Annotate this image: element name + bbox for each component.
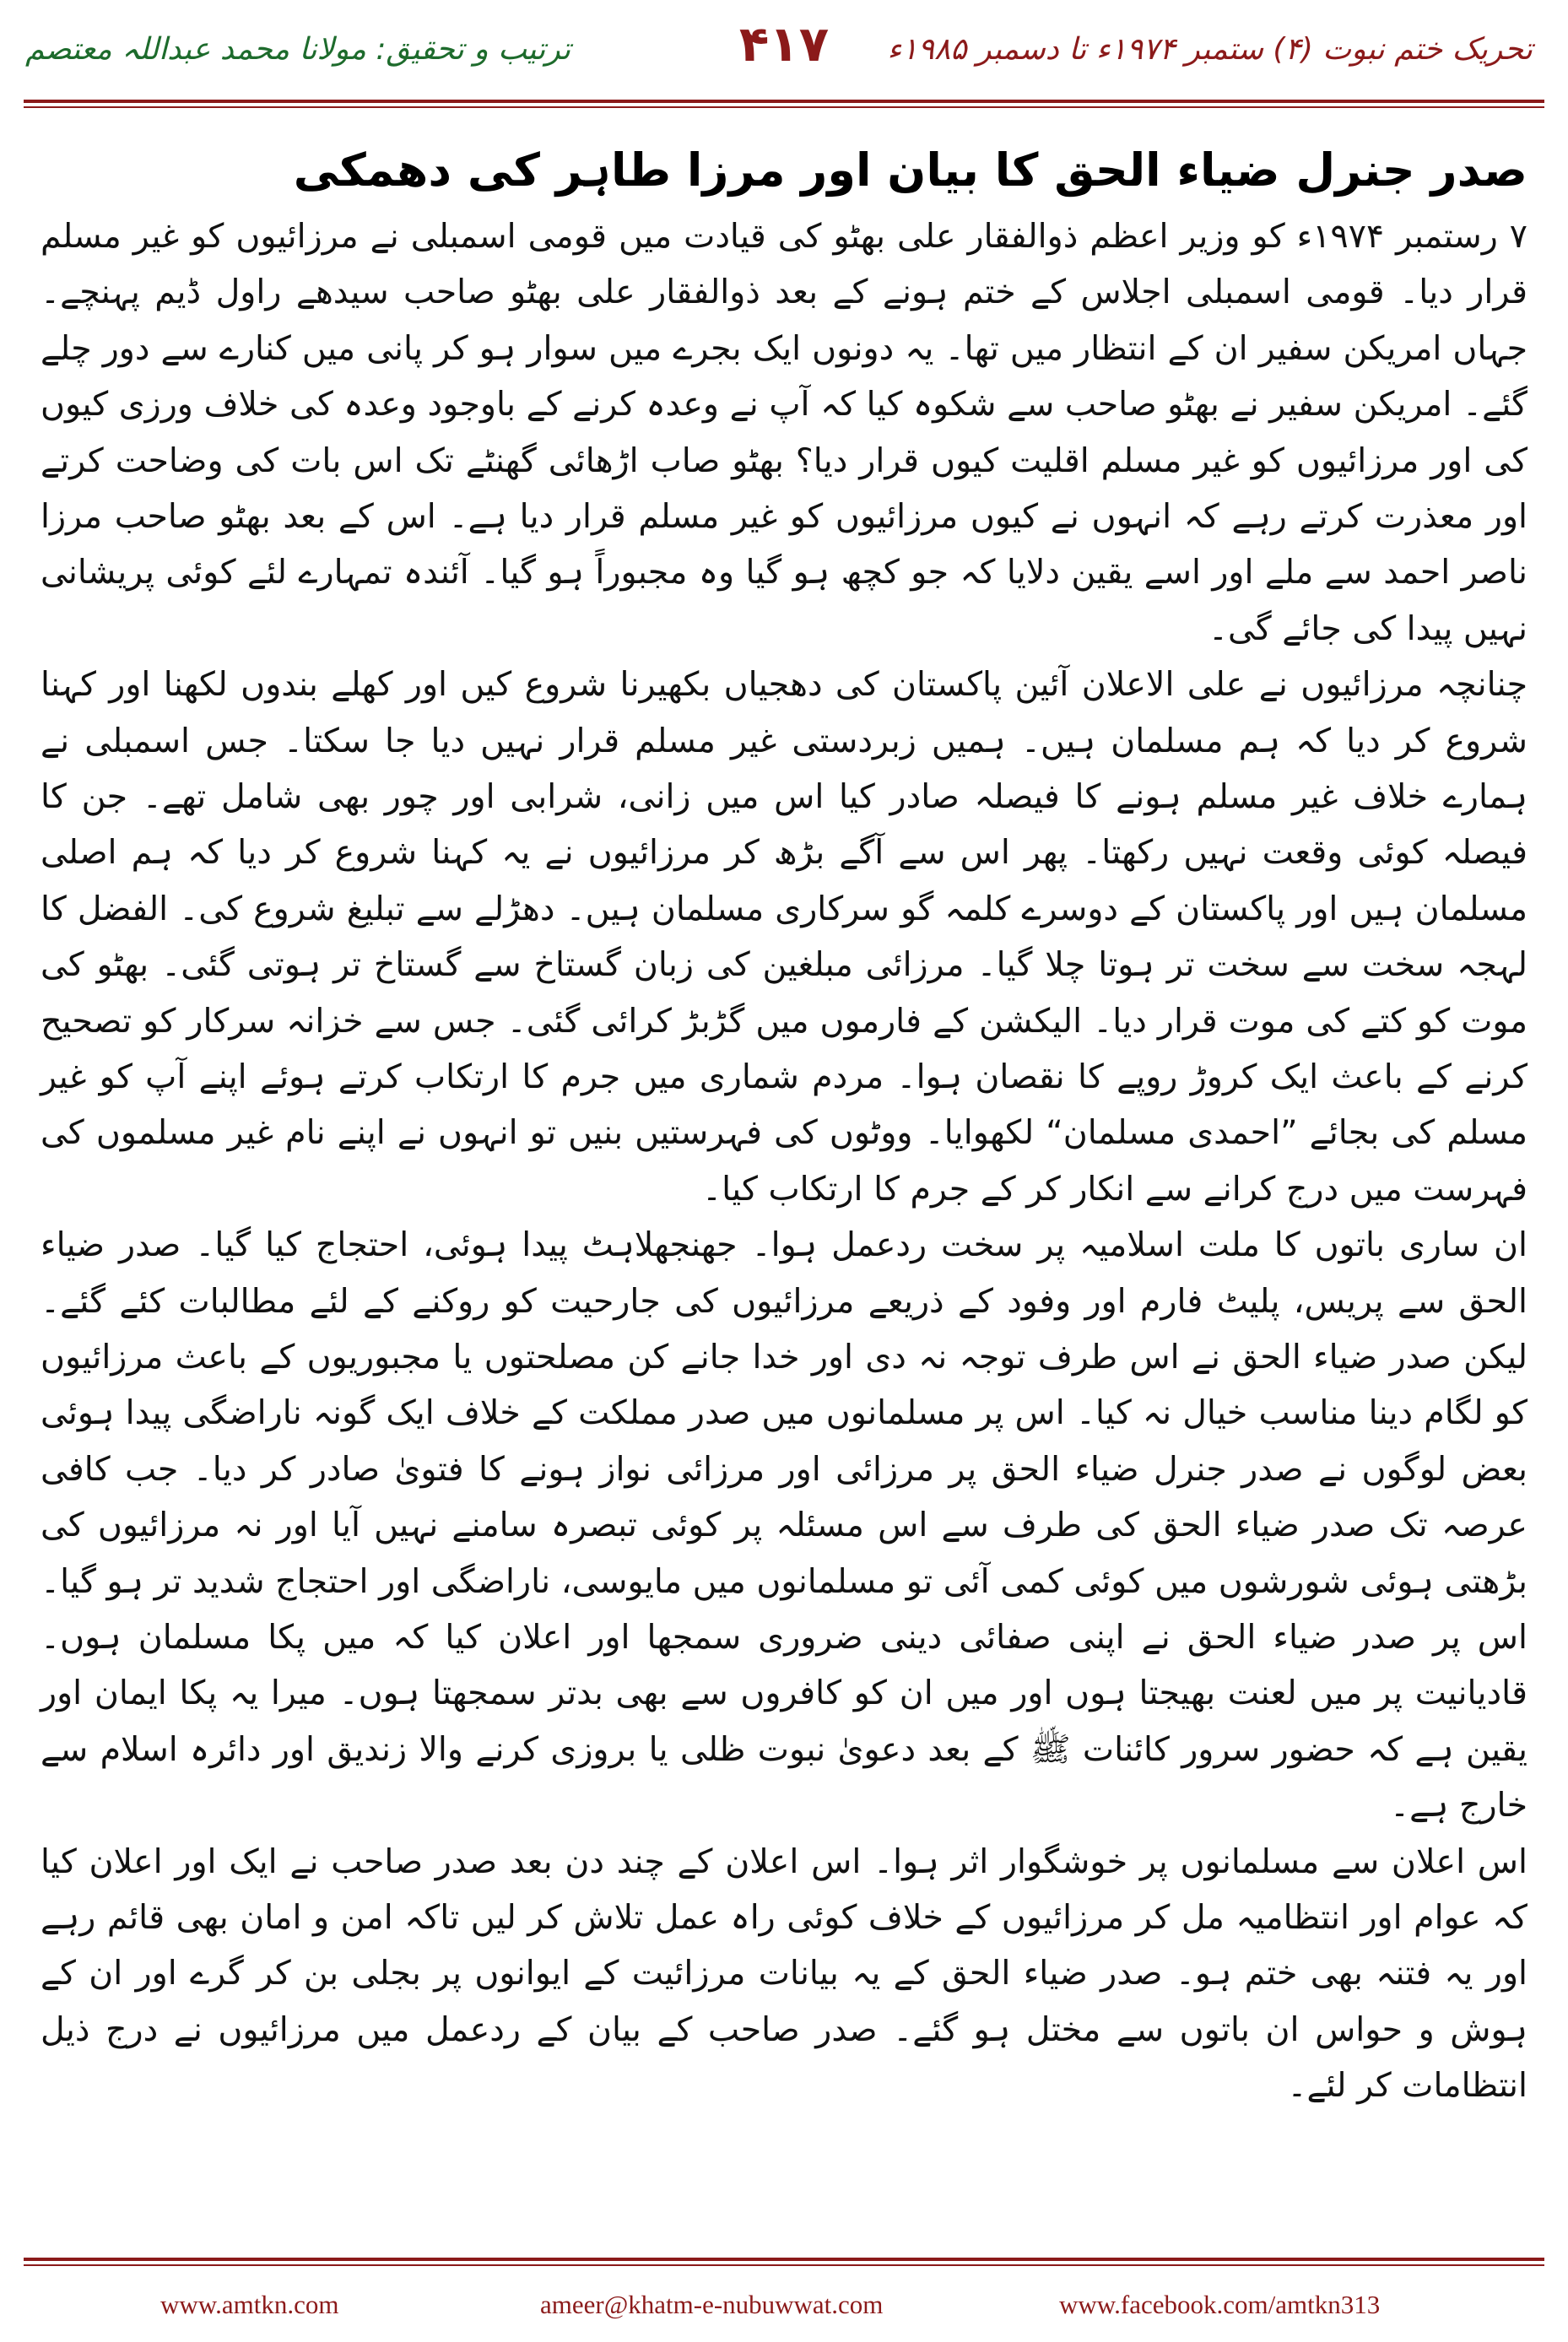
paragraph: ان ساری باتوں کا ملت اسلامیہ پر سخت ردعمل ہوا۔ جھنجھلاہٹ پیدا ہوئی، احتجاج کیا گیا۔ صدر ضیاء الحق سے پریس، پلیٹ فارم اور وفود کے ذریعے مرزائیوں کی جارحیت کو روکنے کے لئے مطالبات کئے گئے۔ لیکن صدر ضیاء الحق نے اس طرف توجہ نہ دی اور خدا جانے کن مصلحتوں یا مجبوریوں کے باعث مرزائیوں کو لگام دینا مناسب خیال نہ کیا۔ اس پر مسلمانوں میں صدر مملکت کے خلاف ایک گونہ ناراضگی پیدا ہوئی بعض لوگوں نے صدر جنرل ضیاء الحق پر مرزائی اور مرزائی نواز ہونے کا فتویٰ صادر کر دیا۔ جب کافی عرصہ تک صدر ضیاء الحق کی طرف سے اس مسئلہ پر کوئی تبصرہ سامنے نہیں آیا اور نہ مرزائیوں کی بڑھتی ہوئی شورشوں میں کوئی کمی آئی تو مسلمانوں میں مایوسی، ناراضگی اور احتجاج شدید تر ہو گیا۔ اس پر صدر ضیاء الحق نے اپنی صفائی دینی ضروری سمجھا اور اعلان کیا کہ میں پکا مسلمان ہوں۔ قادیانیت پر میں لعنت بھیجتا ہوں اور میں ان کو کافروں سے بھی بدتر سمجھتا ہوں۔ میرا یہ پکا ایمان اور یقین ہے کہ حضور سرور کائنات ﷺ کے بعد دعویٰ نبوت ظلی یا بروزی کرنے والا زندیق اور دائرہ اسلام سے خارج ہے۔ (41, 1225, 1527, 1825)
header-divider-thin (24, 106, 1544, 108)
article-body (41, 135, 1527, 2114)
article-title: صدر جنرل ضیاء الحق کا بیان اور مرزا طاہر کی دھمکی (293, 143, 1527, 197)
paragraph: ۷ رستمبر ۱۹۷۴ء کو وزیر اعظم ذوالفقار علی بھٹو کی قیادت میں قومی اسمبلی نے مرزائیوں کو غیر مسلم قرار دیا۔ قومی اسمبلی اجلاس کے ختم ہونے کے بعد ذوالفقار علی بھٹو صاحب سیدھے راول ڈیم پہنچے۔ جہاں امریکن سفیر ان کے انتظار میں تھا۔ یہ دونوں ایک بجرے میں سوار ہو کر پانی میں کنارے سے دور چلے گئے۔ امریکن سفیر نے بھٹو صاحب سے شکوہ کیا کہ آپ نے وعدہ کرنے کے باوجود وعدہ کی خلاف ورزی کیوں کی اور مرزائیوں کو غیر مسلم اقلیت کیوں قرار دیا؟ بھٹو صاب اڑھائی گھنٹے تک اس بات کی وضاحت کرتے اور معذرت کرتے رہے کہ انہوں نے کیوں مرزائیوں کو غیر مسلم قرار دیا ہے۔ اس کے بعد بھٹو صاحب مرزا ناصر احمد سے ملے اور اسے یقین دلایا کہ جو کچھ ہو گیا وہ مجبوراً ہو گیا۔ آئندہ تمہارے لئے کوئی پریشانی نہیں پیدا کی جائے گی۔ (41, 216, 1527, 648)
footer-divider-thin (24, 2264, 1544, 2266)
paragraph: چنانچہ مرزائیوں نے علی الاعلان آئین پاکستان کی دھجیاں بکھیرنا شروع کیں اور کھلے بندوں لکھنا اور کہنا شروع کر دیا کہ ہم مسلمان ہیں۔ ہمیں زبردستی غیر مسلم قرار نہیں دیا جا سکتا۔ جس اسمبلی نے ہمارے خلاف غیر مسلم ہونے کا فیصلہ صادر کیا اس میں زانی، شرابی اور چور بھی شامل تھے۔ جن کا فیصلہ کوئی وقعت نہیں رکھتا۔ پھر اس سے آگے بڑھ کر مرزائیوں نے یہ کہنا شروع کر دیا کہ ہم اصلی مسلمان ہیں اور پاکستان کے دوسرے کلمہ گو سرکاری مسلمان ہیں۔ دھڑلے سے تبلیغ شروع کی۔ الفضل کا لہجہ سخت سے سخت تر ہوتا چلا گیا۔ مرزائی مبلغین کی زبان گستاخ سے گستاخ تر ہوتی گئی۔ بھٹو کی موت کو کتے کی موت قرار دیا۔ الیکشن کے فارموں میں گڑبڑ کرائی گئی۔ جس سے خزانہ سرکار کو تصحیح کرنے کے باعث ایک کروڑ روپے کا نقصان ہوا۔ مردم شماری میں جرم کا ارتکاب کرتے ہوئے اپنے آپ کو غیر مسلم کی بجائے ”احمدی مسلمان“ لکھوایا۔ ووٹوں کی فہرستیں بنیں تو انہوں نے اپنے نام غیر مسلموں کی فہرست میں درج کرانے سے انکار کر کے جرم کا ارتکاب کیا۔ (41, 665, 1527, 1209)
paragraph: اس اعلان سے مسلمانوں پر خوشگوار اثر ہوا۔ اس اعلان کے چند دن بعد صدر صاحب نے ایک اور اعلان کیا کہ عوام اور انتظامیہ مل کر مرزائیوں کے خلاف کوئی راہ عمل تلاش کر لیں تاکہ امن و امان بھی قائم رہے اور یہ فتنہ بھی ختم ہو۔ صدر ضیاء الحق کے یہ بیانات مرزائیت کے ایوانوں پر بجلی بن کر گرے اور ان کے ہوش و حواس ان باتوں سے مختل ہو گئے۔ صدر صاحب کے بیان کے ردعمل میں مرزائیوں نے درج ذیل انتظامات کر لئے۔ (41, 1842, 1527, 2106)
compiler-credit: ترتیب و تحقیق: مولانا محمد عبداللہ معتصم (25, 32, 571, 67)
email-link[interactable]: ameer@khatm-e-nubuwwat.com (540, 2290, 884, 2319)
page-footer (0, 2258, 1568, 2342)
page-number: ۴۱۷ (738, 15, 830, 73)
website-link[interactable]: www.amtkn.com (160, 2290, 339, 2319)
series-title: تحریک ختم نبوت (۴) ستمبر ۱۹۷۴ء تا دسمبر ۱۹۸۵ء (887, 32, 1533, 67)
page-header (0, 0, 1568, 127)
header-divider (24, 100, 1544, 103)
footer-divider (24, 2258, 1544, 2261)
facebook-link[interactable]: www.facebook.com/amtkn313 (1059, 2290, 1381, 2319)
